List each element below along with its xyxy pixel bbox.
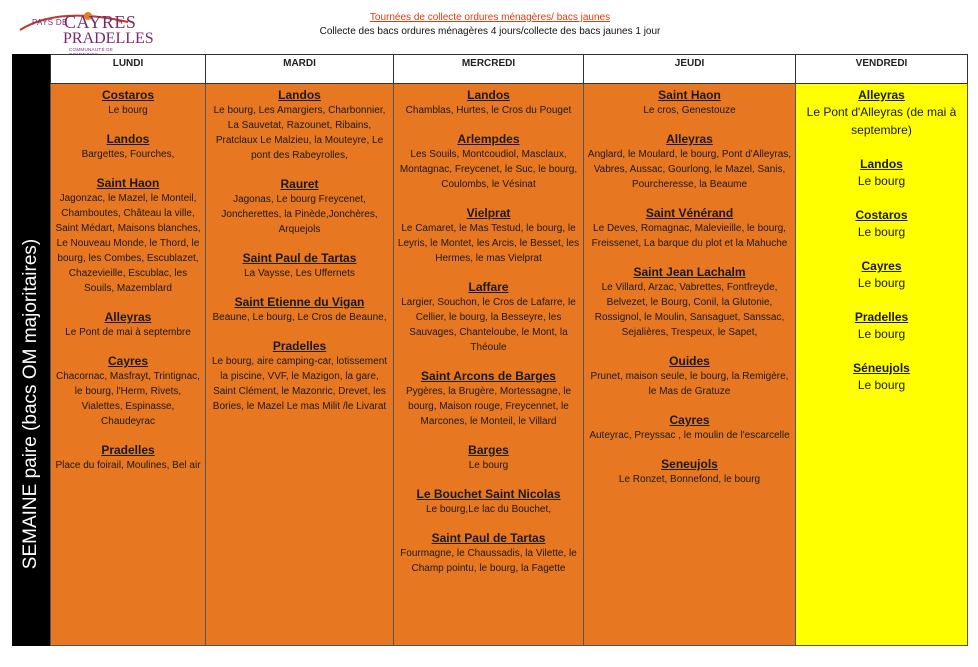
commune-places: Jagonzac, le Mazel, le Monteil, Chamboutes, Château la ville, Saint Médart, Maisons blanches, Le Nouveau Monde, le Thord, le bourg, les Combes, Escublazet, Chazevieille, Escublac, les Souils, Mazemblard [55, 193, 201, 294]
commune-places: Le cros, Genestouze [643, 105, 736, 116]
commune-places: Le bourg [857, 327, 906, 341]
commune-name: Cayres [669, 413, 710, 427]
commune-name: Landos [860, 157, 903, 171]
commune-places: Le Ronzet, Bonnefond, le bourg [618, 474, 761, 485]
commune-block [397, 132, 580, 192]
commune-block [54, 310, 202, 340]
commune-name: Pradelles [272, 339, 327, 353]
commune-name: Rauret [280, 177, 319, 191]
commune-block [799, 361, 964, 394]
week-side-bar [12, 54, 50, 646]
commune-block [397, 280, 580, 355]
commune-block [799, 259, 964, 292]
commune-name: Saint Haon [658, 88, 721, 102]
commune-places: Le Pont de mai à septembre [65, 327, 191, 338]
day-column-jeudi [584, 84, 796, 646]
commune-places: Chacornac, Masfrayt, Trintignac, le bourg, l'Herm, Rivets, Vialettes, Espinasse, Chaudeyrac [56, 371, 200, 427]
commune-places: Jagonas, Le bourg Freycenet, Joncherettes, la Pinède,Jonchères, Arquejols [221, 194, 378, 235]
commune-name: Saint Vénérand [645, 206, 734, 220]
day-column-lundi [50, 84, 206, 646]
commune-name: Saint Paul de Tartas [431, 531, 546, 545]
commune-places: Place du foirail, Moulines, Bel air [55, 460, 201, 471]
commune-block [209, 88, 390, 163]
commune-block [397, 531, 580, 576]
commune-name: Vielprat [466, 206, 511, 220]
day-column-vendredi [796, 84, 968, 646]
commune-name: Arlempdes [457, 132, 520, 146]
commune-name: Landos [106, 132, 150, 146]
commune-name: Landos [467, 88, 510, 102]
commune-block [587, 88, 792, 118]
commune-name: Laffare [468, 280, 509, 294]
commune-block [587, 354, 792, 399]
commune-block [54, 443, 202, 473]
day-header-mercredi: MERCREDI [394, 54, 584, 84]
commune-block [397, 88, 580, 118]
commune-places: Fourmagne, le Chaussadis, la Vilette, le Champ pointu, le bourg, la Fagette [400, 548, 577, 574]
logo-line-3: PRADELLES [63, 30, 154, 47]
commune-places: Le Pont d'Alleyras (de mai à septembre) [806, 105, 957, 137]
commune-block [799, 208, 964, 241]
commune-places: Prunet, maison seule, le bourg, la Remigère, le Mas de Gratuze [590, 371, 789, 397]
commune-block [587, 265, 792, 340]
commune-block [397, 487, 580, 517]
commune-name: Pradelles [854, 310, 909, 324]
commune-places: Anglard, le Moulard, le bourg, Pont d'Alleyras, Vabres, Aussac, Gourlong, le Mazel, Sanis, Pourcheresse, la Beaume [587, 149, 792, 190]
logo-line-2: CAYRES [64, 12, 137, 32]
commune-places: La Vaysse, Les Uffernets [244, 268, 355, 279]
commune-name: Costaros [101, 88, 154, 102]
commune-name: Alleyras [666, 132, 713, 146]
commune-places: Auteyrac, Preyssac , le moulin de l'escarcelle [589, 430, 790, 441]
commune-name: Seneujols [661, 457, 718, 471]
commune-places: Le bourg [857, 276, 906, 290]
commune-places: Le bourg, aire camping-car, lotissement la piscine, VVF, le Mazigon, la gare, Saint Clément, le Mazonric, Drevet, les Bories, le Mazel Le mas Milit /le Livarat [211, 356, 388, 412]
commune-block [397, 206, 580, 266]
commune-name: Saint Paul de Tartas [242, 251, 357, 265]
page-title: Tournées de collecte ordures ménagères/ bacs jaunes [369, 12, 611, 23]
commune-places: Pygères, la Brugère, Mortessagne, le bourg, Maison rouge, Freycennet, le Marcones, le Monteil, le Villard [405, 386, 572, 427]
commune-block [209, 339, 390, 414]
commune-block [54, 354, 202, 429]
commune-places: Le bourg [857, 378, 906, 392]
day-column-mercredi [394, 84, 584, 646]
commune-name: Séneujols [853, 361, 910, 375]
commune-places: Le Camaret, le Mas Testud, le bourg, le Leyris, le Montet, les Arcis, le Besset, les Hermes, le mas Vielprat [397, 223, 580, 264]
week-label: SEMAINE paire (bacs OM majoritaires) [20, 238, 41, 570]
commune-block [397, 443, 580, 473]
day-header-jeudi: JEUDI [584, 54, 796, 84]
commune-block [397, 369, 580, 429]
commune-places: Bargettes, Fourches, [81, 149, 175, 160]
logo [18, 10, 154, 52]
commune-places: Le bourg [857, 225, 906, 239]
day-column-mardi [206, 84, 394, 646]
schedule-table [50, 54, 968, 646]
commune-name: Saint Etienne du Vigan [234, 295, 365, 309]
day-header-mardi: MARDI [206, 54, 394, 84]
commune-name: Cayres [861, 259, 902, 273]
commune-places: Le bourg [108, 105, 148, 116]
commune-block [799, 310, 964, 343]
commune-block [799, 88, 964, 139]
logo-line-4: COMMUNAUTÉ DE [69, 47, 114, 52]
commune-block [587, 457, 792, 487]
commune-name: Ouides [669, 354, 710, 368]
commune-places: Beaune, Le bourg, Le Cros de Beaune, [212, 312, 387, 323]
commune-block [54, 88, 202, 118]
commune-name: Saint Jean Lachalm [633, 265, 746, 279]
logo-line-1: PAYS DE [32, 18, 68, 27]
commune-name: Landos [278, 88, 321, 102]
commune-block [209, 177, 390, 237]
day-header-lundi: LUNDI [50, 54, 206, 84]
commune-block [209, 295, 390, 325]
page-subtitle: Collecte des bacs ordures ménagères 4 jours/collecte des bacs jaunes 1 jour [319, 26, 661, 37]
commune-places: Le Deves, Romagnac, Malevieille, le bourg, Freissenet, La barque du plot et la Mahuche [591, 223, 788, 249]
commune-places: Le bourg, Les Amargiers, Charbonnier, La Sauvetat, Razounet, Ribains, Pratclaux Le Malzieu, la Mouteyre, Le pont des Rabeyrolles, [213, 105, 386, 161]
commune-block [54, 176, 202, 296]
commune-name: Cayres [107, 354, 149, 368]
commune-name: Saint Arcons de Barges [421, 369, 556, 383]
commune-block [209, 251, 390, 281]
commune-block [587, 206, 792, 251]
commune-name: Saint Haon [96, 176, 160, 190]
commune-block [587, 413, 792, 443]
commune-places: Le bourg [857, 174, 906, 188]
commune-places: Le bourg,Le lac du Bouchet, [425, 504, 552, 515]
commune-places: Largier, Souchon, le Cros de Lafarre, le Cellier, le bourg, la Besseyre, les Sauvages, Chanteloube, le Mont, la Théoule [401, 297, 576, 353]
commune-name: Pradelles [101, 443, 155, 457]
commune-name: Costaros [855, 208, 908, 222]
commune-name: Alleyras [104, 310, 152, 324]
commune-block [799, 157, 964, 190]
commune-places: Chamblas, Hurtes, le Cros du Pouget [405, 105, 572, 116]
commune-block [587, 132, 792, 192]
commune-name: Barges [468, 443, 509, 457]
commune-places: Le Villard, Arzac, Vabrettes, Fontfreyde, Belvezet, le Bourg, Conil, la Glutonie, Rossignol, le Moulin, Sansaguet, Sanssac, Sejalières, Trespeux, le Sapet, [594, 282, 785, 338]
commune-name: Le Bouchet Saint Nicolas [416, 487, 561, 501]
commune-name: Alleyras [858, 88, 905, 102]
day-header-vendredi: VENDREDI [796, 54, 968, 84]
commune-block [54, 132, 202, 162]
commune-places: Le bourg [468, 460, 509, 471]
commune-places: Les Souils, Montcoudiol, Masclaux, Montagnac, Freycenet, le Suc, le bourg, Coulombs, le Vésinat [399, 149, 578, 190]
